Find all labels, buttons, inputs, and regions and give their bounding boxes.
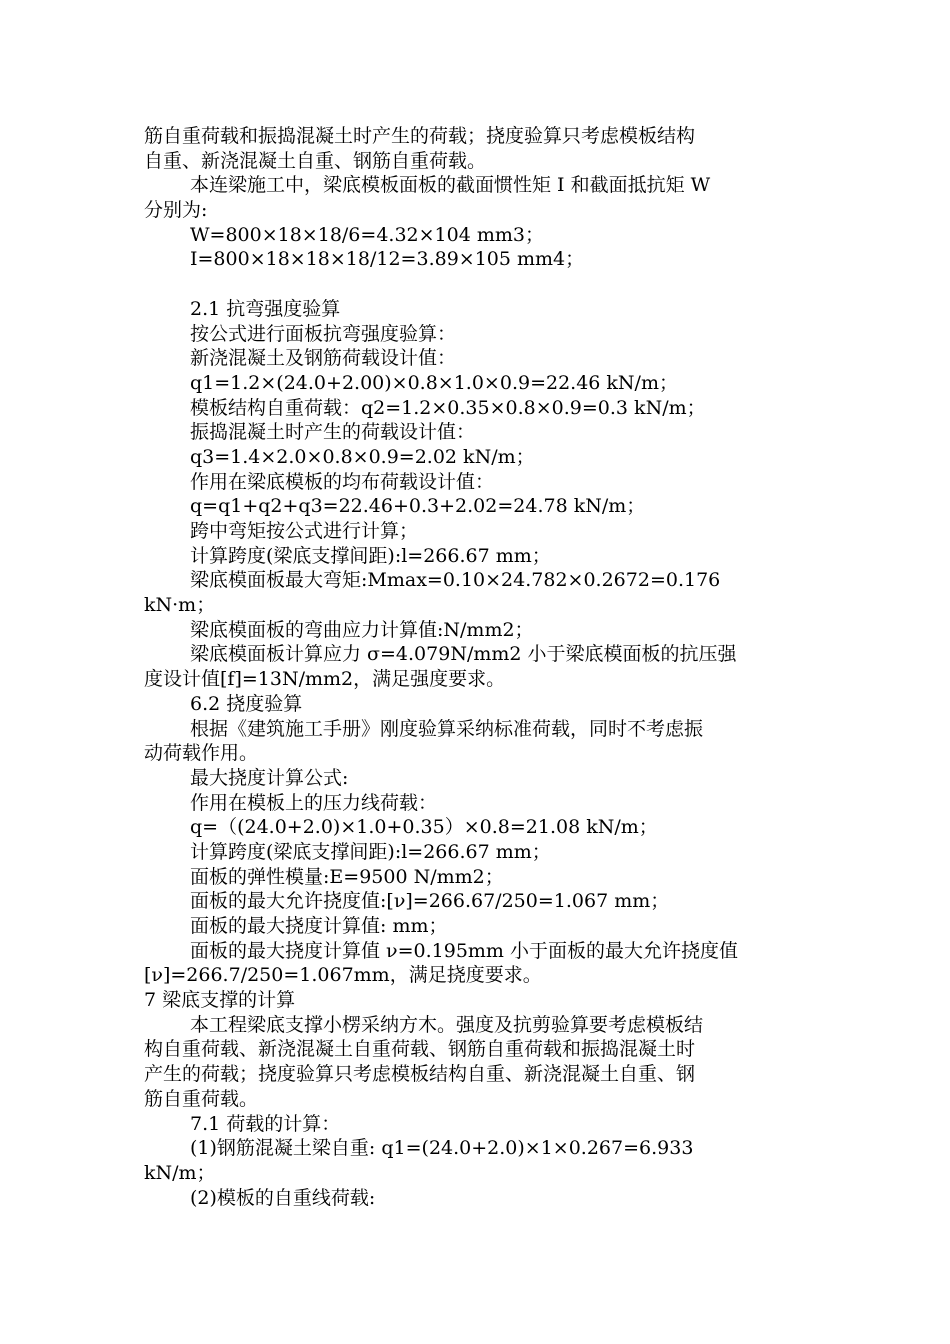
text-line: 本连梁施工中，梁底模板面板的截面惯性矩 I 和截面抵抗矩 W	[190, 174, 711, 197]
text-line: 新浇混凝土及钢筋荷载设计值：	[190, 347, 457, 370]
text-line: 根据《建筑施工手册》刚度验算采纳标准荷载，同时不考虑振	[190, 717, 704, 740]
text-line: 面板的弹性模量:E=9500 N/mm2；	[190, 865, 504, 888]
text-line: q=q1+q2+q3=22.46+0.3+2.02=24.78 kN/m；	[190, 495, 646, 518]
text-line: kN·m；	[144, 594, 216, 617]
text-line: 度设计值[f]=13N/mm2，满足强度要求。	[144, 668, 506, 691]
text-line: 面板的最大挠度计算值: mm；	[190, 915, 448, 937]
text-line: 模板结构自重荷载：q2=1.2×0.35×0.8×0.9=0.3 kN/m；	[190, 396, 706, 419]
text-line: (2)模板的自重线荷载:	[190, 1186, 376, 1209]
text-line: 分别为:	[144, 199, 208, 222]
text-line: 构自重荷载、新浇混凝土自重荷载、钢筋自重荷载和振捣混凝土时	[144, 1038, 696, 1061]
text-line: 产生的荷载；挠度验算只考虑模板结构自重、新浇混凝土自重、钢	[144, 1063, 696, 1086]
text-line: 7 梁底支撑的计算	[144, 989, 296, 1012]
text-line: q=（(24.0+2.0)×1.0+0.35）×0.8=21.08 kN/m；	[190, 816, 658, 839]
text-line: 自重、新浇混凝土自重、钢筋自重荷载。	[144, 149, 487, 172]
text-line: 7.1 荷载的计算：	[190, 1112, 341, 1135]
text-line: [ν]=266.7/250=1.067mm，满足挠度要求。	[144, 964, 542, 987]
text-line: 面板的最大挠度计算值 ν=0.195mm 小于面板的最大允许挠度值	[190, 939, 738, 962]
text-line: 2.1 抗弯强度验算	[190, 297, 341, 320]
text-line: 梁底模面板的弯曲应力计算值:N/mm2；	[190, 618, 534, 641]
text-line: 计算跨度(梁底支撑间距):l=266.67 mm；	[190, 544, 551, 567]
text-line: 跨中弯矩按公式进行计算；	[190, 520, 419, 542]
text-line: 振捣混凝土时产生的荷载设计值：	[190, 421, 476, 444]
text-line: (1)钢筋混凝土梁自重: q1=(24.0+2.0)×1×0.267=6.933	[190, 1137, 694, 1160]
text-line: 本工程梁底支撑小楞采纳方木。强度及抗剪验算要考虑模板结	[190, 1013, 704, 1036]
text-line: q1=1.2×(24.0+2.00)×0.8×1.0×0.9=22.46 kN/m；	[190, 371, 678, 394]
text-line: 计算跨度(梁底支撑间距):l=266.67 mm；	[190, 840, 551, 863]
text-line: W=800×18×18/6=4.32×104 mm3；	[190, 223, 544, 246]
text-line: 梁底模面板最大弯矩:Mmax=0.10×24.782×0.2672=0.176	[190, 569, 721, 592]
text-line: 6.2 挠度验算	[190, 692, 303, 715]
text-line: 按公式进行面板抗弯强度验算：	[190, 322, 457, 345]
text-line: 作用在模板上的压力线荷载：	[190, 791, 438, 814]
document-body	[144, 124, 806, 1210]
text-line: I=800×18×18×18/12=3.89×105 mm4；	[190, 248, 585, 271]
text-line: q3=1.4×2.0×0.8×0.9=2.02 kN/m；	[190, 445, 535, 468]
text-line: 动荷载作用。	[144, 742, 259, 765]
text-line: 筋自重荷载。	[144, 1087, 259, 1110]
text-line: 梁底模面板计算应力 σ=4.079N/mm2 小于梁底模面板的抗压强	[190, 643, 737, 666]
text-line: kN/m；	[144, 1161, 216, 1184]
text-line: 作用在梁底模板的均布荷载设计值：	[190, 470, 495, 493]
text-line: 面板的最大允许挠度值:[ν]=266.67/250=1.067 mm；	[190, 890, 670, 913]
text-line: 最大挠度计算公式:	[190, 766, 349, 789]
text-line: 筋自重荷载和振捣混凝土时产生的荷载；挠度验算只考虑模板结构	[144, 125, 696, 147]
blank-line	[144, 272, 806, 297]
